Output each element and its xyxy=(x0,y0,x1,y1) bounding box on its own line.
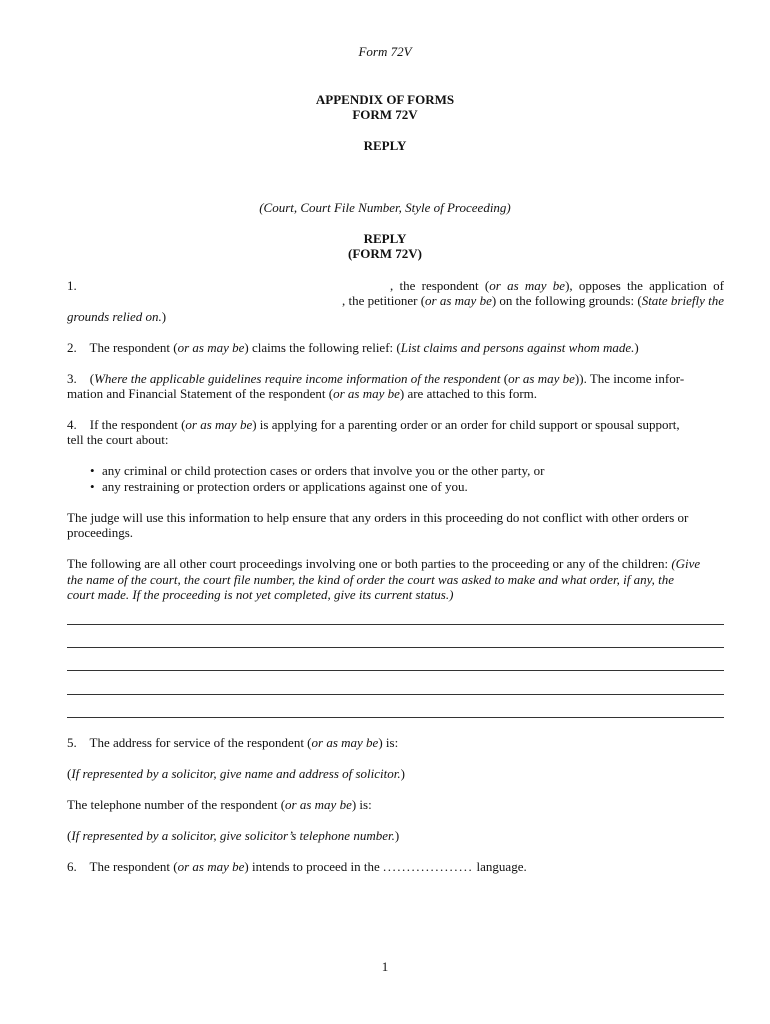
item4-line2: tell the court about: xyxy=(67,432,169,447)
answer-line-4[interactable] xyxy=(67,694,724,695)
item6-language-line: 6. The respondent (or as may be) intends to proceed in the ................... language. xyxy=(67,859,527,874)
judge-info-line2: proceedings. xyxy=(67,525,134,540)
language-blank[interactable]: ................... xyxy=(383,859,474,874)
reply-subheading: REPLY xyxy=(363,231,407,246)
item5-solicitor-telephone: (If represented by a solicitor, give solicitor’s telephone number.) xyxy=(67,828,400,843)
item1-number: 1. xyxy=(67,278,77,293)
answer-line-2[interactable] xyxy=(67,647,724,648)
item1-line1: , the respondent (or as may be), opposes the application of xyxy=(390,278,724,293)
appendix-heading: APPENDIX OF FORMS xyxy=(315,92,455,107)
court-style-line: (Court, Court File Number, Style of Proceeding) xyxy=(259,200,511,215)
answer-line-3[interactable] xyxy=(67,670,724,671)
answer-line-5[interactable] xyxy=(67,717,724,718)
item4-bullet-1: • any criminal or child protection cases or orders that involve you or the other party, or xyxy=(90,463,545,478)
item3-line2: mation and Financial Statement of the respondent (or as may be) are attached to this form. xyxy=(67,386,538,401)
item2-line: 2. The respondent (or as may be) claims the following relief: (List claims and persons against whom made.) xyxy=(67,340,639,355)
item5-solicitor-address: (If represented by a solicitor, give name and address of solicitor.) xyxy=(67,766,405,781)
answer-line-1[interactable] xyxy=(67,624,724,625)
item4-bullet-2: • any restraining or protection orders or applications against one of you. xyxy=(90,479,468,494)
reply-heading: REPLY xyxy=(363,138,407,153)
item3-line1: 3. (Where the applicable guidelines require income information of the respondent (or as may be)). The income infor- xyxy=(67,371,685,386)
other-proceedings-line2: the name of the court, the court file number, the kind of order the court was asked to make and what order, if any, the xyxy=(67,572,675,587)
form-subheading: (FORM 72V) xyxy=(347,246,422,261)
item5-telephone-line: The telephone number of the respondent (or as may be) is: xyxy=(67,797,372,812)
page-number: 1 xyxy=(381,959,389,974)
other-proceedings-line3: court made. If the proceeding is not yet completed, give its current status.) xyxy=(67,587,454,602)
item4-line1: 4. If the respondent (or as may be) is applying for a parenting order or an order for child support or spousal support, xyxy=(67,417,680,432)
item1-line2: , the petitioner (or as may be) on the following grounds: (State briefly the xyxy=(342,293,724,308)
form-label-header: Form 72V xyxy=(358,44,412,59)
item1-line3: grounds relied on.) xyxy=(67,309,167,324)
judge-info-line1: The judge will use this information to help ensure that any orders in this proceeding do not conflict with other orders or xyxy=(67,510,689,525)
other-proceedings-line1: The following are all other court proceedings involving one or both parties to the proceeding or any of the children: (Give xyxy=(67,556,701,571)
item5-address-line: 5. The address for service of the respondent (or as may be) is: xyxy=(67,735,399,750)
form-number-heading: FORM 72V xyxy=(352,107,418,122)
